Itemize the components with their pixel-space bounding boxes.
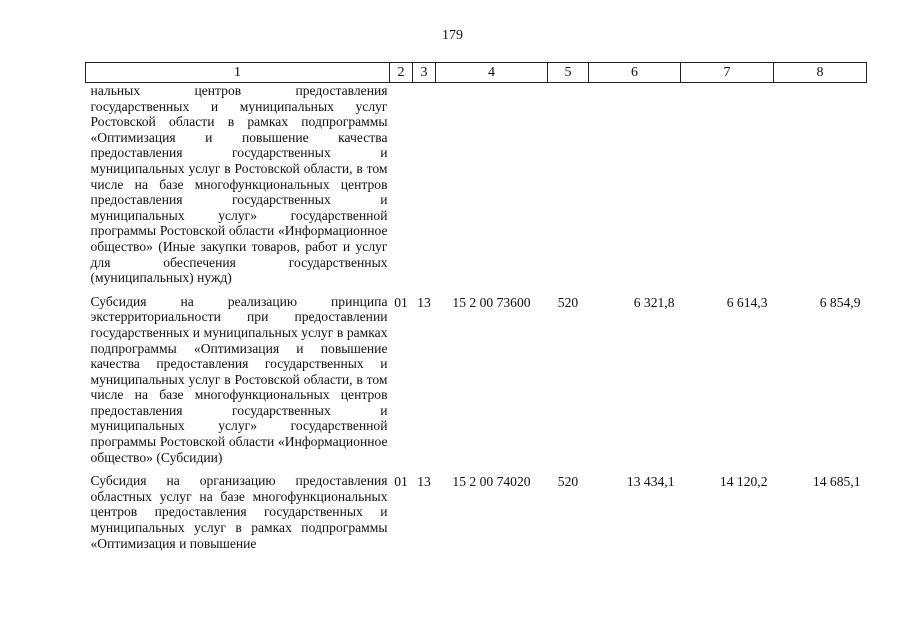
cell-expense-type: 520	[557, 474, 579, 490]
row-description: Субсидия на организацию предоставления областных услуг на базе многофункциональных центров предоставления государственных и муниципальных услуг в рамках подпрограммы «Оптимизация и повышение	[90, 473, 388, 551]
cell-section: 01	[394, 474, 408, 490]
column-header-1: 1	[86, 63, 390, 83]
column-header-6: 6	[589, 63, 681, 83]
column-header-4: 4	[436, 63, 548, 83]
cell-amount-2: 14 120,2	[719, 474, 768, 490]
table-row	[86, 473, 867, 559]
row-description: Субсидия на реализацию принципа экстерриториальности при предоставлении государственных и муниципальных услуг в рамках подпрограммы «Оптимизация и повышение качества предоставления государственных и муниципальных услуг в Ростовской области, в том числе на базе многофункциональных центров предоставления государственных и муниципальных услуг» государственной программы Ростовской области «Информационное общество» (Субсидии)	[90, 293, 388, 465]
cell-amount-1: 6 321,8	[633, 294, 675, 310]
cell-amount-2	[681, 83, 774, 294]
cell-amount-3	[774, 83, 867, 294]
cell-amount-1	[589, 83, 681, 294]
cell-amount-1: 13 434,1	[626, 474, 675, 490]
budget-table	[85, 62, 867, 559]
cell-target-article	[436, 83, 548, 294]
column-header-7: 7	[681, 63, 774, 83]
cell-expense-type	[548, 83, 589, 294]
table-row	[86, 83, 867, 294]
cell-target-article: 15 2 00 73600	[452, 294, 531, 310]
cell-amount-2: 6 614,3	[726, 294, 768, 310]
column-header-2: 2	[390, 63, 413, 83]
cell-expense-type: 520	[557, 294, 579, 310]
cell-subsection: 13	[417, 474, 431, 490]
cell-section: 01	[394, 294, 408, 310]
cell-subsection	[413, 83, 436, 294]
column-header-5: 5	[548, 63, 589, 83]
header-row	[86, 63, 867, 83]
cell-section	[390, 83, 413, 294]
cell-subsection: 13	[417, 294, 431, 310]
cell-amount-3: 6 854,9	[819, 294, 861, 310]
cell-target-article: 15 2 00 74020	[452, 474, 531, 490]
column-header-8: 8	[774, 63, 867, 83]
page-number: 179	[442, 28, 463, 43]
row-description: нальных центров предоставления государственных и муниципальных услуг Ростовской области в рамках подпрограммы «Оптимизация и повышение качества предоставления государственных и муниципальных услуг в Ростовской области, в том числе на базе многофункциональных центров предоставления государственных и муниципальных услуг» государственной программы Ростовской области «Информационное общество» (Иные закупки товаров, работ и услуг для обеспечения государственных (муниципальных) нужд)	[90, 83, 388, 286]
column-header-3: 3	[413, 63, 436, 83]
cell-amount-3: 14 685,1	[812, 474, 861, 490]
table-row	[86, 294, 867, 474]
